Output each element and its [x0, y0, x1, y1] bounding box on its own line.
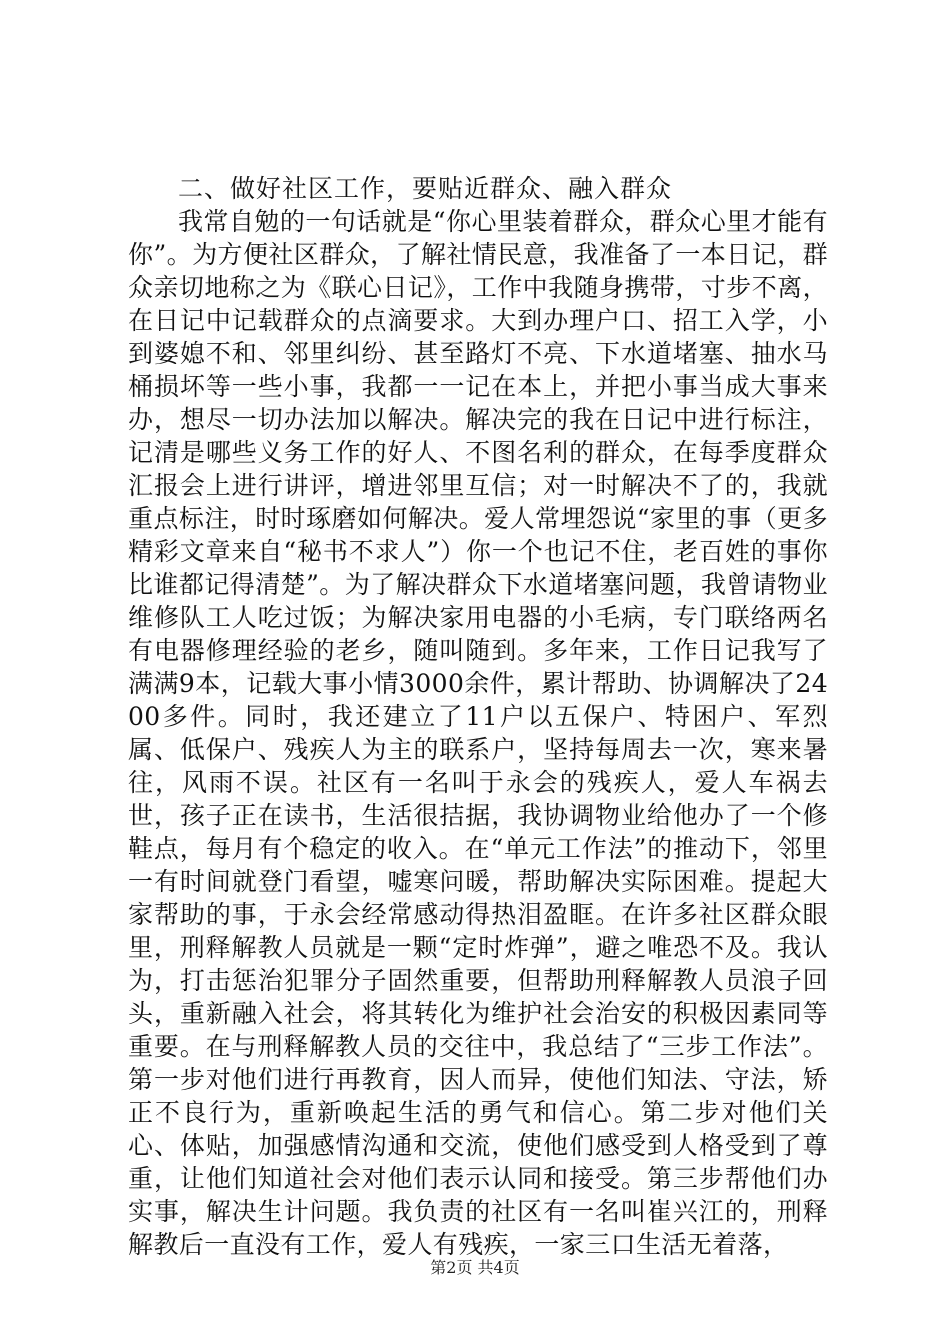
- section-heading: 二、做好社区工作，要贴近群众、融入群众: [178, 174, 673, 203]
- body-paragraph: 我常自勉的一句话就是“你心里装着群众，群众心里才能有你”。为方便社区群众，了解社情民意，我准备了一本日记，群众亲切地称之为《联心日记》，工作中我随身携带，寸步不离，在日记中记载群众的点滴要求。大到办理户口、招工入学，小到婆媳不和、邻里纠纷、甚至路灯不亮、下水道堵塞、抽水马桶损坏等一些小事，我都一一记在本上，并把小事当成大事来办，想尽一切办法加以解决。解决完的我在日记中进行标注，记清是哪些义务工作的好人、不图名利的群众，在每季度群众汇报会上进行讲评，增进邻里互信；对一时解决不了的，我就重点标注，时时琢磨如何解决。爱人常埋怨说“家里的事（更多精彩文章来自“秘书不求人”）你一个也记不住，老百姓的事你比谁都记得清楚”。为了解决群众下水道堵塞问题，我曾请物业维修队工人吃过饭；为解决家用电器的小毛病，专门联络两名有电器修理经验的老乡，随叫随到。多年来，工作日记我写了满满9本，记载大事小情3000余件，累计帮助、协调解决了2400多件。同时，我还建立了11户以五保户、特困户、军烈属、低保户、残疾人为主的联系户，坚持每周去一次，寒来暑往，风雨不误。社区有一名叫于永会的残疾人，爱人车祸去世，孩子正在读书，生活很拮据，我协调物业给他办了一个修鞋点，每月有个稳定的收入。在“单元工作法”的推动下，邻里一有时间就登门看望，嘘寒问暖，帮助解决实际困难。提起大家帮助的事，于永会经常感动得热泪盈眶。在许多社区群众眼里，刑释解教人员就是一颗“定时炸弹”，避之唯恐不及。我认为，打击惩治犯罪分子固然重要，但帮助刑释解教人员浪子回头，重新融入社会，将其转化为维护社会治安的积极因素同等重要。在与刑释解教人员的交往中，我总结了“三步工作法”。第一步对他们进行再教育，因人而异，使他们知法、守法，矫正不良行为，重新唤起生活的勇气和信心。第二步对他们关心、体贴，加强感情沟通和交流，使他们感受到人格受到了尊重，让他们知道社会对他们表示认同和接受。第三步帮他们办实事，解决生计问题。我负责的社区有一名叫崔兴江的，刑释解教后一直没有工作，爱人有残疾，一家三口生活无着落，: [128, 207, 828, 1259]
- page-number-footer: 第2页 共4页: [430, 1258, 520, 1277]
- document-body: [128, 172, 828, 1261]
